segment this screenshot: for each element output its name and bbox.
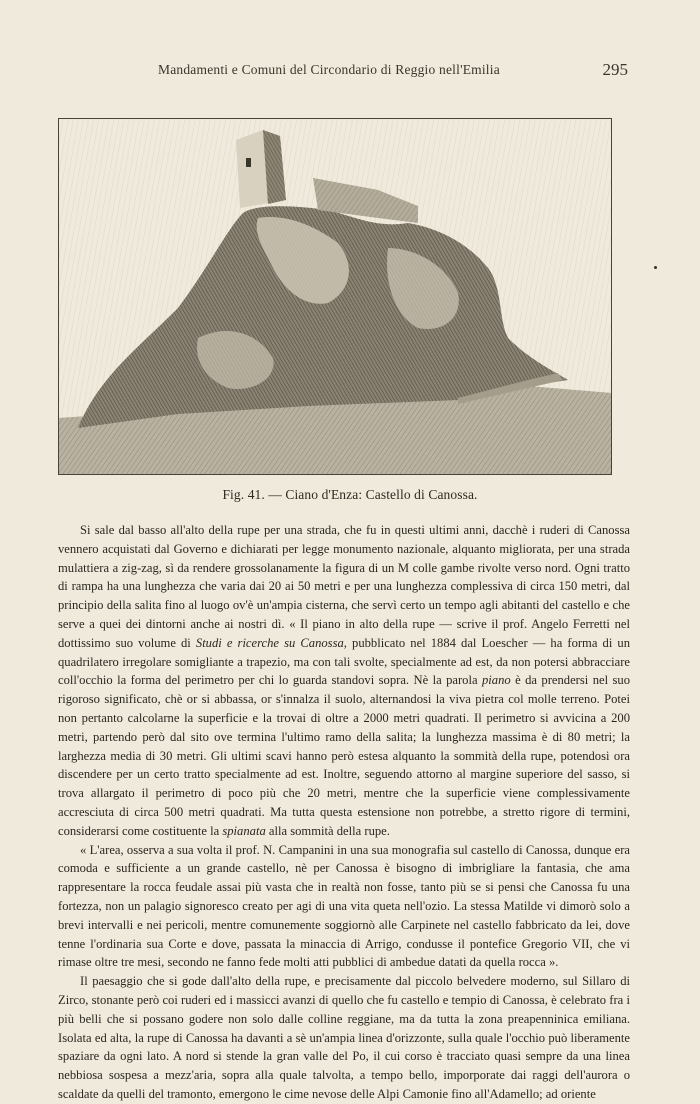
p1-word-spianata: spianata (222, 823, 266, 838)
p1-text-2: , pubblicato nel 1884 dal Loescher — ha forma di un quadrilatero irregolare somigliante a trapezio, ma con tali svolte, specialmente ad est, da non potersi abbracciare coll'occhio la forma del perimetro per chi lo guarda standovi sopra. Nè la parola (58, 635, 630, 688)
page-header (0, 62, 700, 82)
caption-label: Fig. 41. — (222, 487, 282, 502)
p1-text-4: alla sommità della rupe. (265, 823, 390, 838)
p1-word-piano: piano (481, 673, 511, 688)
figure-caption (0, 487, 700, 503)
p1-book-title: Studi e ricerche su Canossa (195, 635, 344, 650)
p1-text-1: Si sale dal basso all'alto della rupe per una strada, che fu in questi ultimi anni, dacchè i ruderi di Canossa vennero acquistati dal Governo e dichiarati per legge monumento nazionale, alquanto migliorata, per una strada mulattiera a zig-zag, sì da rendere grossolanamente la figura di un M colle gambe rivolte verso nord. Ogni tratto di rampa ha una lunghezza che varia dai 20 ai 50 metri e per una lunghezza complessiva di circa 150 metri, dal principio della salita fino al luogo ov'è un'ampia cisterna, che servì certo un tempo agli abitanti del castello e che serve a quei dei dintorni anche ai nostri dì. « Il piano in alto della rupe — scrive il prof. Angelo Ferretti nel dottissimo suo volume di (58, 523, 630, 650)
paragraph-1 (58, 521, 630, 841)
body-text (58, 521, 630, 1104)
running-head: Mandamenti e Comuni del Circondario di Reggio nell'Emilia (158, 62, 500, 77)
ink-speck (654, 266, 657, 269)
paragraph-2: « L'area, osserva a sua volta il prof. N. Campanini in una sua monografia sul castello di Canossa, dunque era comoda e sufficiente a un grande castello, nè per Canossa è bisogno di imbrigliare la fantasia, che ama rappresentare la rocca feudale assai più vasta che in realtà non fosse, tanto più se si pensi che Canossa fu una fortezza, non un palagio signoresco creato per agi di una vita queta nell'ozio. La stessa Matilde vi dimorò solo a brevi intervalli e nei pericoli, mentre comunemente soggiornò alle Carpinete nel castello fabbricato da lei, dove tenne l'ordinaria sua Corte e dove, passata la minaccia di Arrigo, condusse il pontefice Gregorio VII, che vi rimase oltre tre mesi, secondo ne fanno fede molti atti pubblici di ambedue datati da quella rocca ». (58, 842, 630, 970)
page-number: 295 (602, 60, 628, 79)
castle-illustration (58, 118, 612, 475)
p1-text-3: è da prendersi nel suo rigoroso significato, chè or si abbassa, or s'innalza il suolo, alternandosi la viva pietra col molle terreno. Potei non pertanto calcolarne la superficie e la trovai di oltre a 2000 metri quadrati. Il perimetro si avvicina a 200 metri, partendo però dal sito ove termina l'ultimo ramo della salita; la lunghezza massima è di 80 metri; la larghezza media di 30 metri. Gli ultimi scavi hanno però estesa alquanto la sommità della rupe, potendosi ora discendere per un certo tratto specialmente ad est. Inoltre, seguendo attorno al margine superiore del sasso, si trova allargato il perimetro di poco più che 20 metri, mentre che la superficie viene complessivamente accresciuta di circa 500 metri quadrati. Ma tutta questa estensione non potrebbe, a stretto rigore di termini, considerarsi come costituente la (58, 673, 630, 838)
caption-title: Ciano d'Enza: Castello di Canossa. (285, 487, 478, 502)
paragraph-3: Il paesaggio che si gode dall'alto della rupe, e precisamente dal piccolo belvedere moderno, sul Sillaro di Zirco, stonante però coi ruderi ed i massicci avanzi di quello che fu castello e tempio di Canossa, è celebrato fra i più belli che si possano godere non solo dalle colline reggiane, ma da tutta la zona preapenninica emiliana. Isolata ed alta, la rupe di Canossa ha davanti a sè un'ampia linea d'orizzonte, sulla quale l'occhio può liberamente spaziare da ogni lato. A nord si stende la gran valle del Po, il cui corso è tracciato quasi sempre da una linea nebbiosa sospesa a mezz'aria, sopra alla quale talvolta, a tempo bello, imporporate dai raggi dell'aurora o scaldate da quelli del tramonto, emergono le cime nevose delle Alpi Camonie fino all'Adamello; ad oriente (58, 974, 630, 1101)
